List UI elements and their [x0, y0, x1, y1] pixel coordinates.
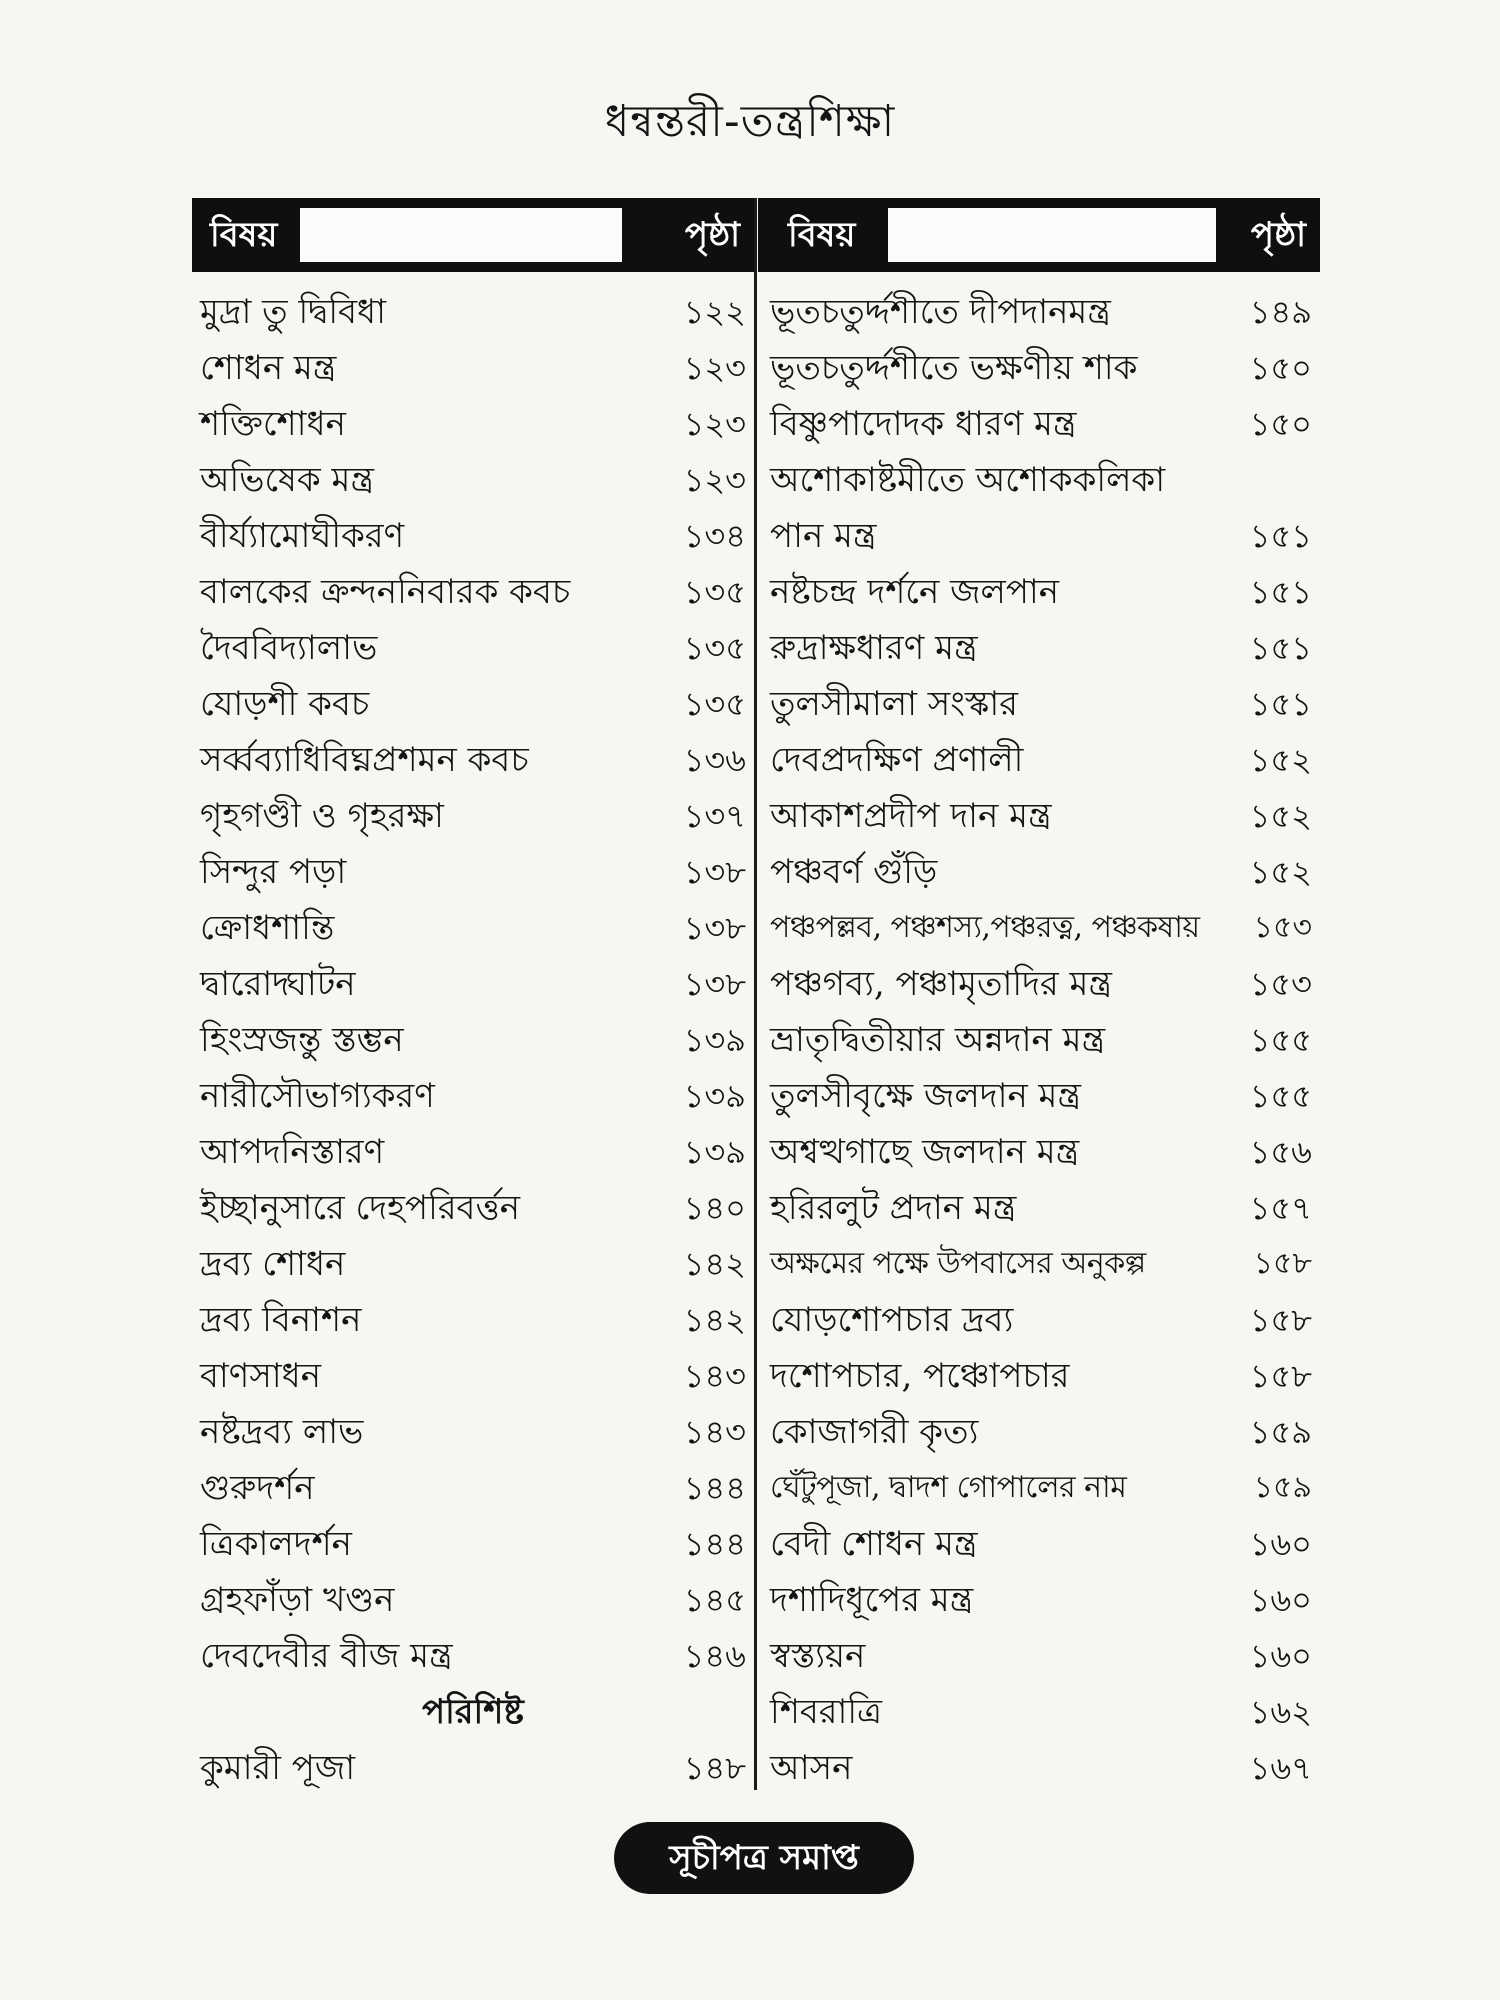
toc-left-header	[192, 198, 757, 272]
toc-entry-page: ১২২	[683, 293, 746, 331]
toc-entry-page: ১৪৩	[683, 1413, 746, 1451]
toc-entry-page: ১৫২	[1249, 741, 1312, 779]
toc-entry	[192, 1012, 754, 1068]
toc-entry-subject: নারীসৌভাগ্যকরণ	[200, 1076, 435, 1116]
toc-entry-subject: ঘেঁটুপূজা, দ্বাদশ গোপালের নাম	[770, 1470, 1127, 1505]
toc-entry-page: ১৫১	[1249, 517, 1312, 555]
toc-entry-subject: পঞ্চগব্য, পঞ্চামৃতাদির মন্ত্র	[770, 964, 1112, 1004]
toc-entry-subject: হিংস্রজন্তু স্তম্ভন	[200, 1020, 404, 1060]
toc-entry-page: ১২৩	[683, 461, 746, 499]
toc-entry-page: ১৫২	[1249, 797, 1312, 835]
toc-entry	[758, 676, 1320, 732]
toc-entry-page: ১৬০	[1249, 1637, 1312, 1675]
toc-entry-subject: বিষ্ণুপাদোদক ধারণ মন্ত্র	[770, 404, 1077, 444]
page-column-header: পৃষ্ঠা	[684, 215, 740, 255]
toc-entry	[758, 1572, 1320, 1628]
toc-entry-subject: ত্রিকালদর্শন	[200, 1524, 352, 1564]
toc-entry-page: ১৫০	[1249, 405, 1312, 443]
toc-entry-page: ১৩৮	[683, 853, 746, 891]
toc-entry	[758, 340, 1320, 396]
toc-entry	[758, 284, 1320, 340]
toc-right-rows	[758, 284, 1320, 1796]
toc-entry-subject: দেবপ্রদক্ষিণ প্রণালী	[770, 740, 1024, 780]
toc-entry-page: ১২৩	[683, 405, 746, 443]
toc-entry	[758, 1180, 1320, 1236]
toc-entry-subject: বীর্য্যামোঘীকরণ	[200, 516, 405, 556]
toc-entry-subject: পান মন্ত্র	[770, 516, 877, 556]
toc-entry-subject: দশোপচার, পঞ্চোপচার	[770, 1356, 1070, 1396]
toc-entry	[192, 620, 754, 676]
toc-entry	[192, 900, 754, 956]
toc-entry	[758, 1628, 1320, 1684]
toc-left-rows	[192, 284, 754, 1796]
toc-entry-page: ১৫৮	[1249, 1357, 1312, 1395]
toc-entry	[758, 1012, 1320, 1068]
toc-entry-page: ১৩৫	[683, 629, 746, 667]
toc-entry	[758, 956, 1320, 1012]
toc-entry	[758, 900, 1320, 956]
toc-entry-subject: দশাদিধূপের মন্ত্র	[770, 1580, 974, 1620]
toc-entry	[758, 844, 1320, 900]
toc-entry-page: ১৬২	[1249, 1693, 1312, 1731]
toc-entry	[192, 788, 754, 844]
toc-entry-page: ১৫৮	[1253, 1246, 1312, 1281]
toc-entry-page: ১৫৭	[1249, 1189, 1312, 1227]
toc-entry	[758, 1236, 1320, 1292]
toc-entry	[192, 452, 754, 508]
toc-entry	[758, 508, 1320, 564]
toc-entry-page: ১৫৯	[1249, 1413, 1312, 1451]
toc-entry-subject: গৃহগণ্ডী ও গৃহরক্ষা	[200, 796, 444, 836]
toc-entry-subject: সিন্দুর পড়া	[200, 852, 347, 892]
toc-entry-subject: কুমারী পূজা	[200, 1748, 356, 1788]
toc-entry-page: ১৪৯	[1249, 293, 1312, 331]
toc-entry-page: ১৬০	[1249, 1581, 1312, 1619]
toc-entry-subject: দৈববিদ্যালাভ	[200, 628, 378, 668]
toc-entry-subject: বাণসাধন	[200, 1356, 322, 1396]
toc-entry-page: ১৩৯	[683, 1133, 746, 1171]
toc-entry	[192, 1236, 754, 1292]
toc-entry	[192, 844, 754, 900]
toc-entry-subject: মুদ্রা তু দ্বিবিধা	[200, 292, 386, 332]
toc-entry	[758, 1460, 1320, 1516]
toc-entry	[192, 1124, 754, 1180]
toc-entry-page: ১৪৮	[683, 1749, 746, 1787]
toc-entry	[758, 1684, 1320, 1740]
toc-entry	[192, 1628, 754, 1684]
column-divider	[754, 198, 757, 1790]
toc-entry-subject: হরিরলুট প্রদান মন্ত্র	[770, 1188, 1017, 1228]
page-title: ধন্বন্তরী-তন্ত্রশিক্ষা	[604, 96, 896, 147]
toc-entry	[192, 956, 754, 1012]
subject-column-header: বিষয়	[210, 215, 278, 255]
toc-entry-subject: অভিষেক মন্ত্র	[200, 460, 374, 500]
toc-entry	[192, 564, 754, 620]
toc-entry-page: ১৪৬	[683, 1637, 746, 1675]
toc-entry-subject: ইচ্ছানুসারে দেহপরিবর্ত্তন	[200, 1188, 521, 1228]
toc-entry-page: ১৪৫	[683, 1581, 746, 1619]
toc-entry-subject: অশ্বত্থগাছে জলদান মন্ত্র	[770, 1132, 1080, 1172]
toc-entry-subject: গ্রহফাঁড়া খণ্ডন	[200, 1580, 395, 1620]
toc-entry-page: ১৫১	[1249, 573, 1312, 611]
toc-entry-page: ১৪৩	[683, 1357, 746, 1395]
toc-entry-subject: দেবদেবীর বীজ মন্ত্র	[200, 1636, 453, 1676]
toc-entry-subject: ভ্রাতৃদ্বিতীয়ার অন্নদান মন্ত্র	[770, 1020, 1106, 1060]
toc-entry	[758, 620, 1320, 676]
toc-entry-page: ১৫৩	[1253, 910, 1312, 945]
toc-entry	[192, 1068, 754, 1124]
toc-entry-subject: ক্রোধশান্তি	[200, 908, 335, 948]
toc-entry	[192, 1292, 754, 1348]
toc-entry-subject: কোজাগরী কৃত্য	[770, 1412, 979, 1452]
toc-entry	[758, 788, 1320, 844]
toc-entry	[758, 1404, 1320, 1460]
page-column-header: পৃষ্ঠা	[1250, 215, 1306, 255]
toc-entry-page: ১৫২	[1249, 853, 1312, 891]
toc-left-column	[192, 198, 754, 1790]
toc-entry	[192, 1516, 754, 1572]
toc-entry-page: ১৫৮	[1249, 1301, 1312, 1339]
toc-entry-subject: অশোকাষ্টমীতে অশোককলিকা	[770, 460, 1166, 500]
toc-entry-subject: সর্ব্বব্যাধিবিঘ্নপ্রশমন কবচ	[200, 740, 529, 780]
toc-entry	[758, 396, 1320, 452]
toc-entry-subject: আসন	[770, 1748, 853, 1788]
toc-entry-subject: বালকের ক্রন্দননিবারক কবচ	[200, 572, 571, 612]
toc-entry-page: ১৬০	[1249, 1525, 1312, 1563]
toc-entry-page: ১৪২	[683, 1301, 746, 1339]
toc-entry-page: ১৫৫	[1249, 1021, 1312, 1059]
toc-entry-page: ১৫৫	[1249, 1077, 1312, 1115]
toc-entry-subject: ভূতচতুর্দ্দশীতে দীপদানমন্ত্র	[770, 292, 1111, 332]
toc-entry-page: ১৪৪	[683, 1469, 746, 1507]
toc-entry-subject: দ্বারোদ্ঘাটন	[200, 964, 356, 1004]
toc-entry-subject: তুলসীমালা সংস্কার	[770, 684, 1018, 724]
toc-entry-subject: যোড়শোপচার দ্রব্য	[770, 1300, 1014, 1340]
toc-entry	[192, 1180, 754, 1236]
toc-entry-subject: দ্রব্য বিনাশন	[200, 1300, 362, 1340]
toc-entry-subject: ভূতচতুর্দ্দশীতে ভক্ষণীয় শাক	[770, 348, 1138, 388]
toc-entry	[192, 1572, 754, 1628]
toc-entry-subject: বেদী শোধন মন্ত্র	[770, 1524, 978, 1564]
end-of-contents-badge: সূচীপত্র সমাপ্ত	[614, 1822, 914, 1894]
toc-entry-page: ১৫৬	[1249, 1133, 1312, 1171]
toc-entry	[192, 396, 754, 452]
toc-entry-page: ১২৩	[683, 349, 746, 387]
toc-entry	[758, 452, 1320, 508]
toc-entry-subject: শোধন মন্ত্র	[200, 348, 337, 388]
table-of-contents	[192, 198, 1320, 1790]
subject-column-header: বিষয়	[788, 215, 856, 255]
toc-entry-subject: নষ্টদ্রব্য লাভ	[200, 1412, 364, 1452]
toc-entry-subject: স্বস্ত্যয়ন	[770, 1636, 866, 1676]
toc-entry-page: ১৩৪	[683, 517, 746, 555]
toc-entry-subject: গুরুদর্শন	[200, 1468, 315, 1508]
toc-entry-subject: অক্ষমের পক্ষে উপবাসের অনুকল্প	[770, 1246, 1146, 1281]
toc-entry	[758, 1348, 1320, 1404]
toc-entry-page: ১৪০	[683, 1189, 746, 1227]
toc-entry	[192, 1404, 754, 1460]
toc-entry-subject: নষ্টচন্দ্র দর্শনে জলপান	[770, 572, 1060, 612]
toc-entry	[758, 1516, 1320, 1572]
toc-entry-page: ১৩৭	[683, 797, 746, 835]
toc-entry-subject: পঞ্চপল্লব, পঞ্চশস্য,পঞ্চরত্ন, পঞ্চকষায়	[770, 910, 1200, 945]
toc-entry-page: ১৩৯	[683, 1077, 746, 1115]
toc-entry	[192, 1348, 754, 1404]
toc-entry-page: ১৩৫	[683, 573, 746, 611]
toc-entry	[192, 508, 754, 564]
toc-right-header	[758, 198, 1320, 272]
toc-entry-page: ১৫১	[1249, 685, 1312, 723]
toc-entry	[192, 676, 754, 732]
toc-entry-page: ১৫৯	[1253, 1470, 1312, 1505]
toc-entry-subject: আপদনিস্তারণ	[200, 1132, 385, 1172]
toc-entry-subject: শিবরাত্রি	[770, 1692, 883, 1732]
header-blank-box	[888, 208, 1216, 262]
toc-entry-subject: যোড়শী কবচ	[200, 684, 370, 724]
header-blank-box	[300, 208, 622, 262]
toc-entry-page: ১৪২	[683, 1245, 746, 1283]
toc-entry	[192, 1740, 754, 1796]
toc-entry-page: ১৪৪	[683, 1525, 746, 1563]
toc-entry	[192, 1684, 754, 1740]
toc-entry-page: ১৩৮	[683, 909, 746, 947]
toc-entry-page: ১৩৮	[683, 965, 746, 1003]
toc-entry	[192, 340, 754, 396]
toc-entry	[192, 284, 754, 340]
toc-entry-page: ১৫১	[1249, 629, 1312, 667]
toc-entry-subject: দ্রব্য শোধন	[200, 1244, 346, 1284]
toc-entry	[192, 1460, 754, 1516]
toc-entry	[758, 1292, 1320, 1348]
toc-entry	[192, 732, 754, 788]
toc-right-column	[758, 198, 1320, 1790]
toc-entry	[758, 1068, 1320, 1124]
toc-entry-subject: পঞ্চবর্ণ গুঁড়ি	[770, 852, 938, 892]
toc-entry	[758, 732, 1320, 788]
toc-entry-page: ১৩৯	[683, 1021, 746, 1059]
toc-entry	[758, 564, 1320, 620]
toc-entry	[758, 1124, 1320, 1180]
toc-entry-page: ১৫৩	[1249, 965, 1312, 1003]
toc-entry-subject: রুদ্রাক্ষধারণ মন্ত্র	[770, 628, 978, 668]
toc-entry-page: ১৫০	[1249, 349, 1312, 387]
toc-entry-page: ১৩৫	[683, 685, 746, 723]
toc-entry-subject: শক্তিশোধন	[200, 404, 346, 444]
toc-entry-subject: আকাশপ্রদীপ দান মন্ত্র	[770, 796, 1052, 836]
toc-entry	[758, 1740, 1320, 1796]
toc-entry-page: ১৩৬	[683, 741, 746, 779]
toc-entry-page: ১৬৭	[1249, 1749, 1312, 1787]
toc-entry-subject: তুলসীবৃক্ষে জলদান মন্ত্র	[770, 1076, 1082, 1116]
toc-entry-subject: পরিশিষ্ট	[422, 1692, 524, 1732]
